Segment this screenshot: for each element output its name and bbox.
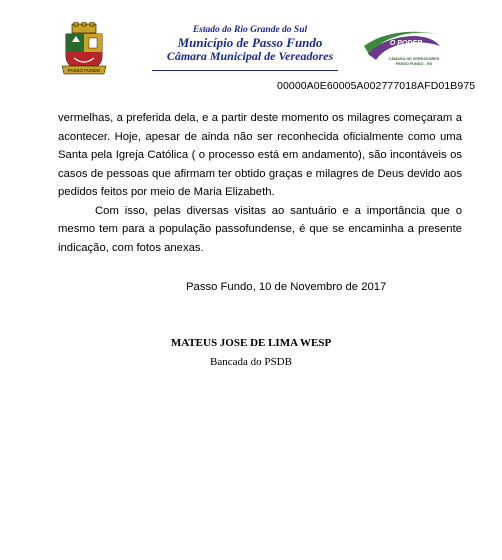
signatory-name: MATEUS JOSE DE LIMA WESP xyxy=(170,337,332,349)
document-code: 00000A0E60005A002777018AFD01B975 xyxy=(277,80,476,92)
coat-of-arms-text: PASSO FUNDO xyxy=(67,68,101,73)
logo-line1: CÂMARA DE VEREADORES xyxy=(388,57,440,61)
chamber-logo-icon xyxy=(362,24,442,72)
coat-of-arms-icon xyxy=(60,22,108,78)
document-body xyxy=(58,109,462,257)
logo-subtitle: DA COMUNIDADE xyxy=(396,48,428,52)
state-name: Estado do Rio Grande do Sul xyxy=(192,25,308,35)
municipality-name: Município de Passo Fundo xyxy=(177,34,323,50)
paragraph: Com isso, pelas diversas visitas ao santuário e a importância que o mesmo tem para a população passofundense, é que se encaminha a presente indicação, com fotos anexas. xyxy=(58,204,462,254)
header-divider xyxy=(152,70,338,71)
signatory-group: Bancada do PSDB xyxy=(210,356,292,368)
logo-title: O PODER xyxy=(389,40,423,47)
paragraph: vermelhas, a preferida dela, e a partir deste momento os milagres começaram a acontecer. Hoje, apesar de ainda não ser reconhecida oficialmente como uma Santa pela Igreja Católica ( o processo está em andamento), são incontáveis os casos de pessoas que afirmam ter obtido graças e milagres de Deus devido aos pedidos feitos por meio de Maria Elizabeth. xyxy=(58,112,462,198)
chamber-name: Câmara Municipal de Vereadores xyxy=(166,48,334,63)
header-institution xyxy=(120,26,380,62)
date-line: Passo Fundo, 10 de Novembro de 2017 xyxy=(186,281,387,293)
logo-line2: PASSO FUNDO - RS xyxy=(395,62,433,66)
